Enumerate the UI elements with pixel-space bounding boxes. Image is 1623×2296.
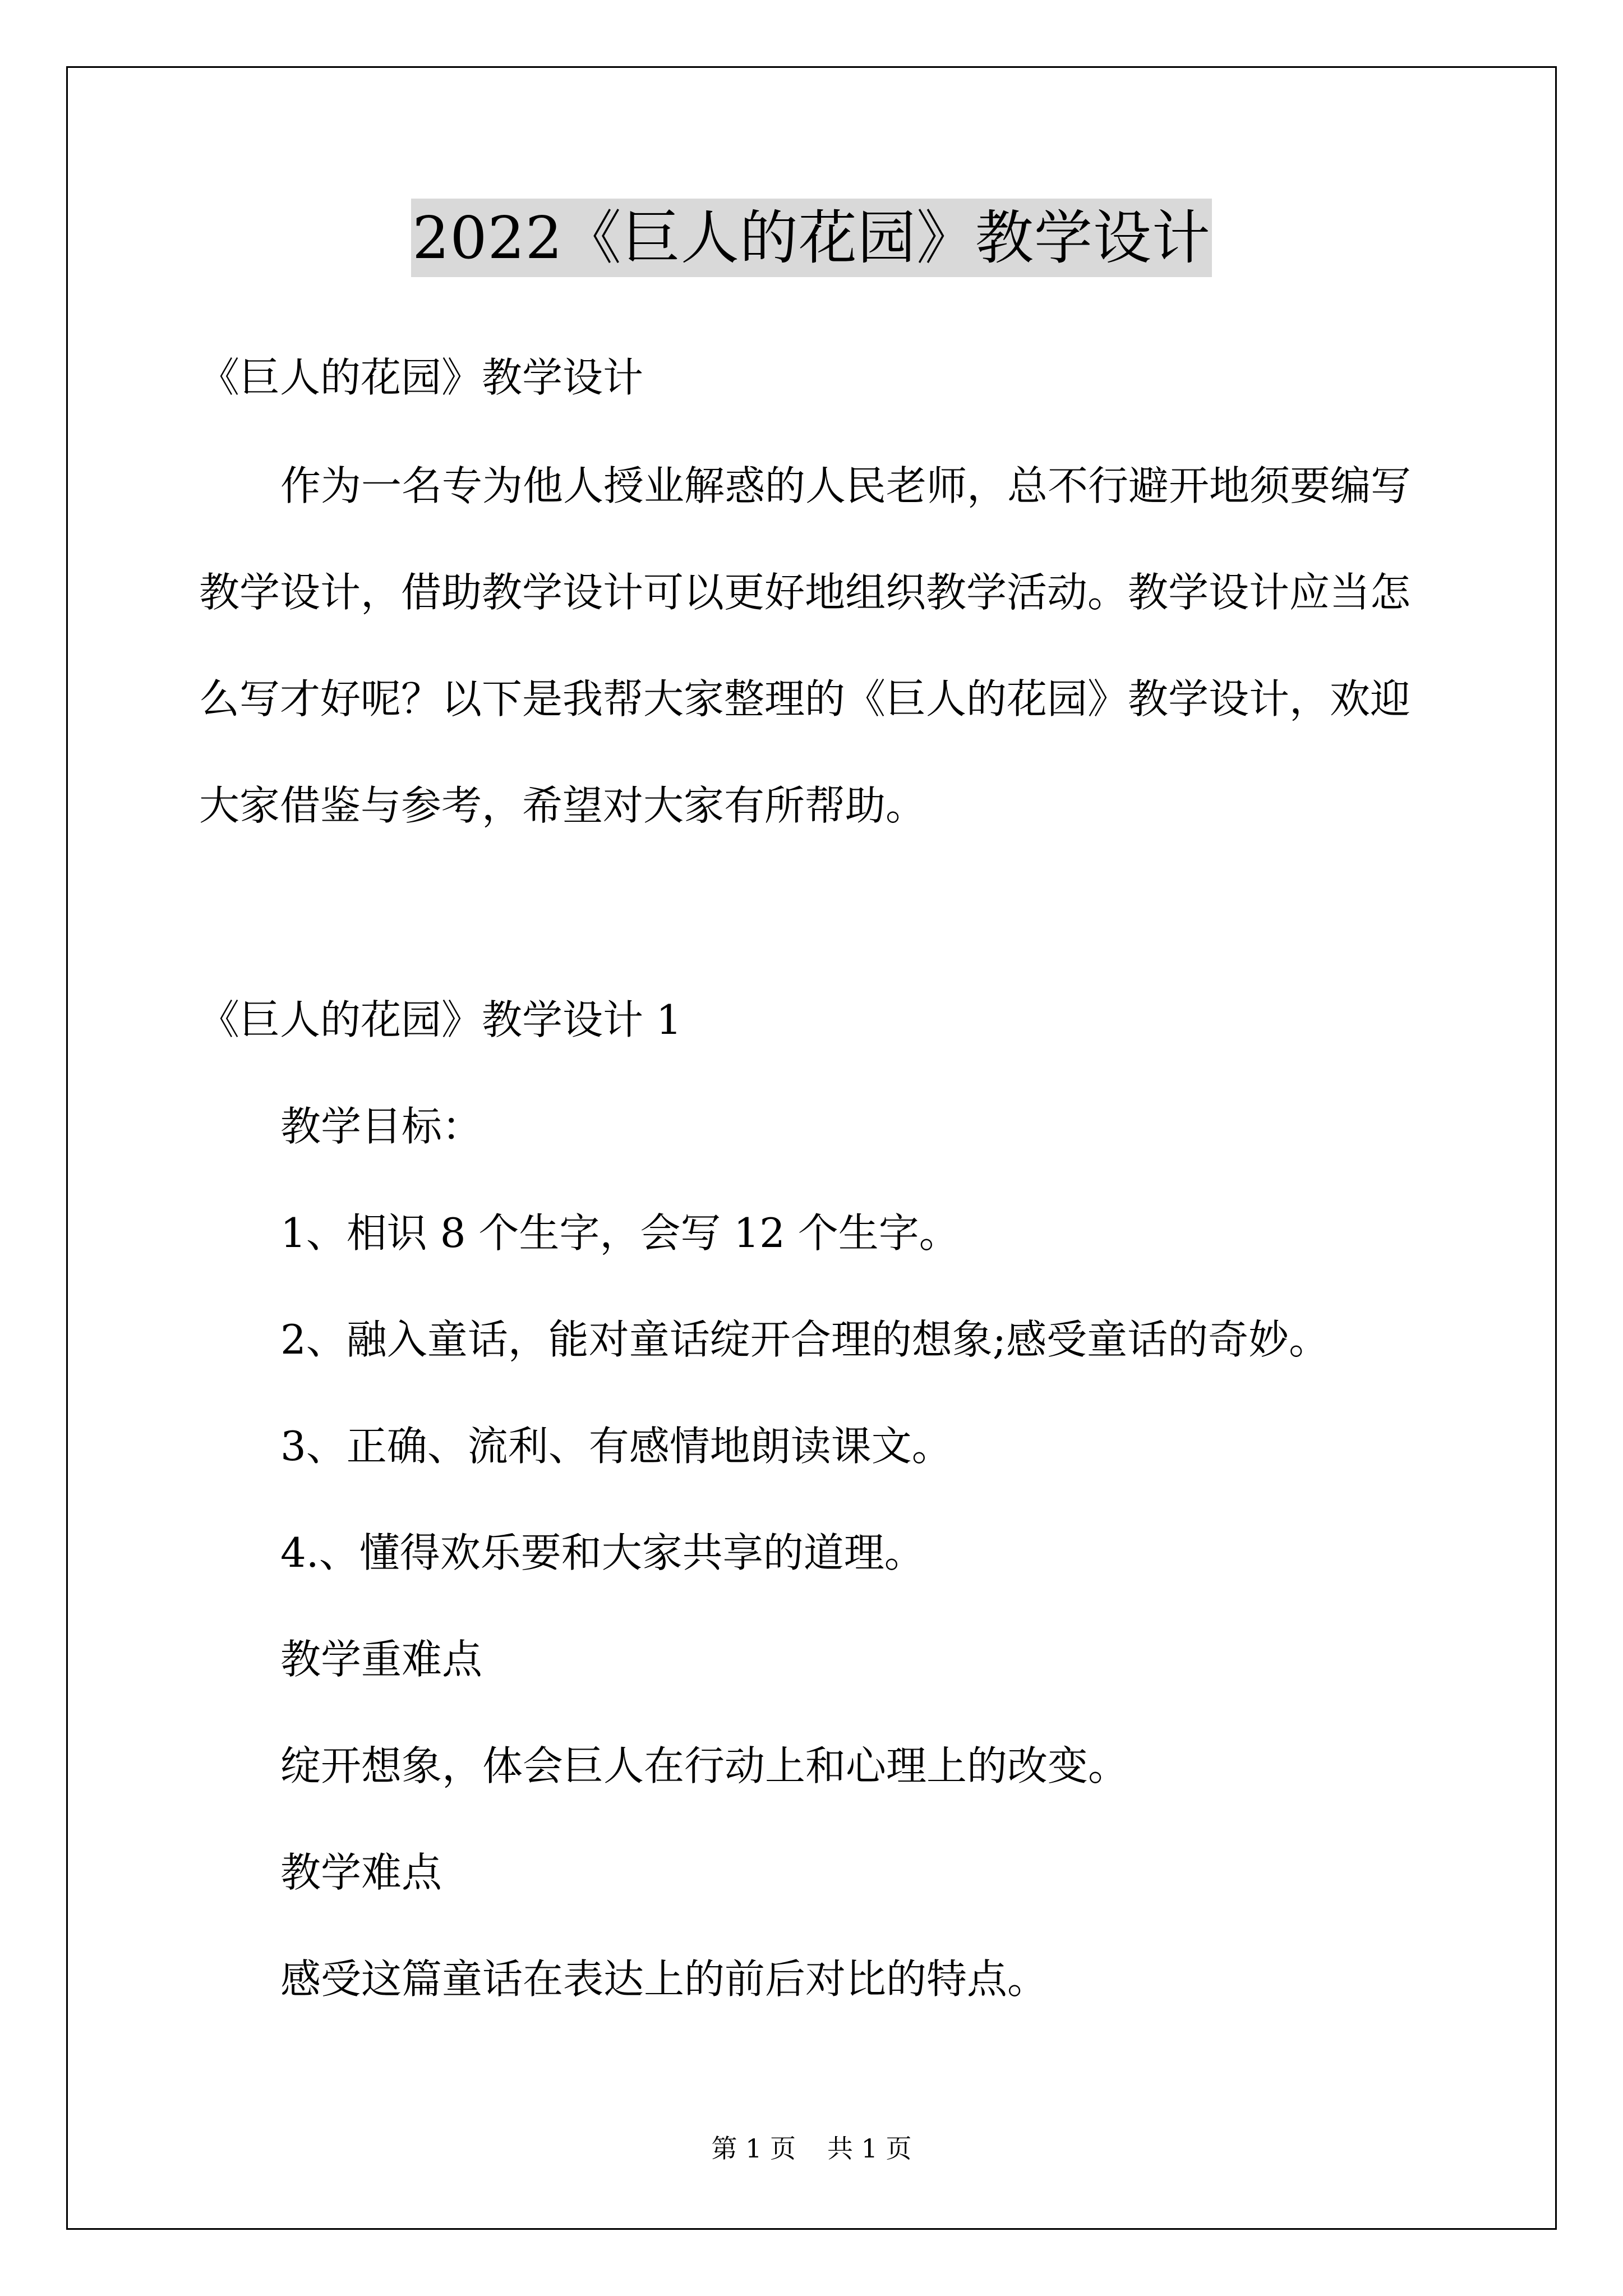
goal-item-4: 4.、懂得欢乐要和大家共享的道理。 — [280, 1529, 925, 1576]
page-footer — [0, 2132, 1623, 2165]
document-title: 2022《巨人的花园》教学设计 — [411, 199, 1212, 277]
goal-item-2: 2、融入童话，能对童话绽开合理的想象;感受童话的奇妙。 — [280, 1316, 1330, 1363]
page-current: 第 1 页 — [711, 2133, 796, 2164]
title-container — [0, 199, 1623, 277]
intro-line-1: 作为一名专为他人授业解惑的人民老师，总不行避开地须要编写 — [280, 462, 1412, 509]
section-heading: 《巨人的花园》教学设计 1 — [199, 996, 682, 1043]
intro-line-4: 大家借鉴与参考，希望对大家有所帮助。 — [199, 782, 926, 829]
intro-line-3: 么写才好呢？以下是我帮大家整理的《巨人的花园》教学设计，欢迎 — [199, 675, 1411, 723]
key-difficulty-label: 教学重难点 — [280, 1636, 483, 1683]
goal-item-1: 1、相识 8 个生字，会写 12 个生字。 — [280, 1209, 960, 1257]
key-difficulty-text: 绽开想象，体会巨人在行动上和心理上的改变。 — [280, 1742, 1129, 1789]
goal-item-3: 3、正确、流利、有感情地朗读课文。 — [280, 1423, 952, 1470]
intro-line-2: 教学设计，借助教学设计可以更好地组织教学活动。教学设计应当怎 — [199, 569, 1411, 616]
page-total: 共 1 页 — [827, 2133, 912, 2164]
difficulty-label: 教学难点 — [280, 1849, 442, 1896]
goals-label: 教学目标： — [280, 1103, 483, 1150]
document-subtitle: 《巨人的花园》教学设计 — [199, 354, 644, 401]
difficulty-text: 感受这篇童话在表达上的前后对比的特点。 — [280, 1955, 1048, 2003]
